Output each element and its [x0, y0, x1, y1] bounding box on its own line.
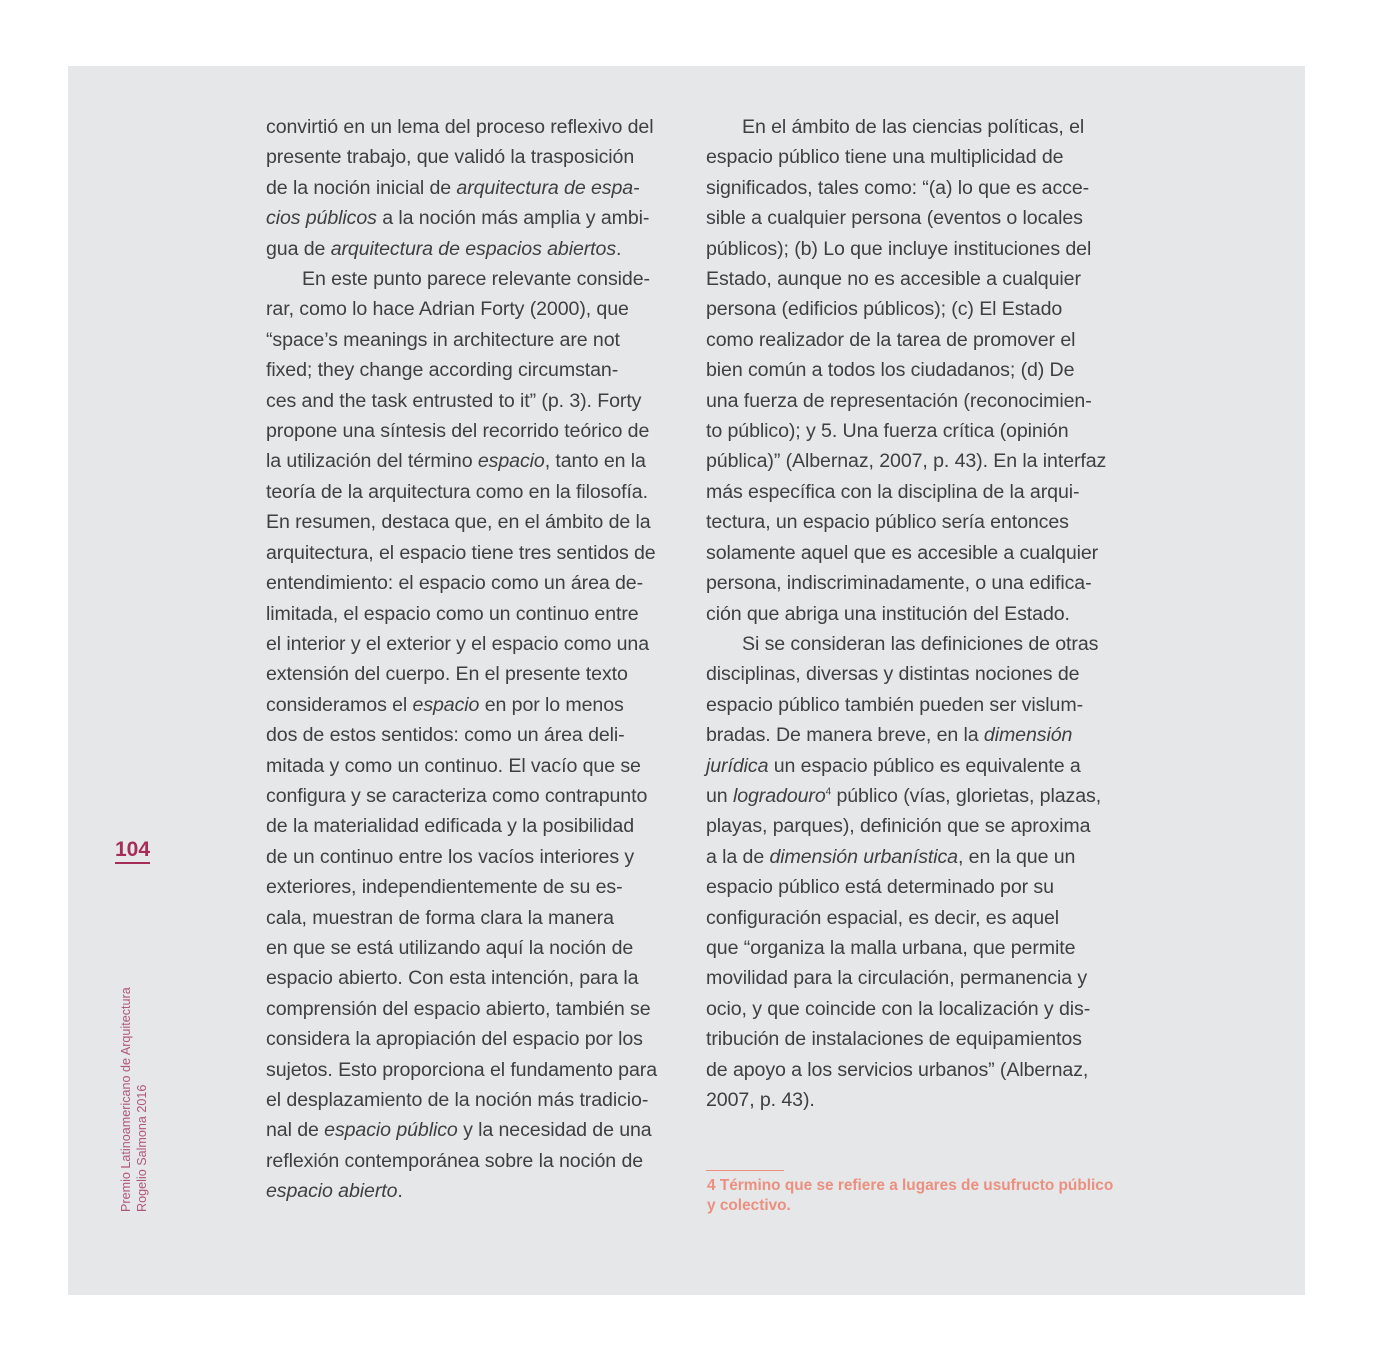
text-run: “space’s meanings in architecture are not	[266, 328, 620, 351]
footnote-reference: 4	[825, 786, 832, 798]
text-line	[266, 538, 686, 568]
text-run: limitada, el espacio como un continuo entre	[266, 602, 639, 625]
text-run: , tanto en la	[544, 450, 646, 473]
text-run: En el ámbito de las ciencias políticas, el	[742, 116, 1085, 138]
text-run: dos de estos sentidos: como un área deli-	[266, 724, 625, 747]
text-line	[706, 872, 1126, 902]
text-line	[266, 234, 686, 264]
text-run: comprensión del espacio abierto, también se	[266, 997, 651, 1020]
text-run: el interior y el exterior y el espacio como una	[266, 632, 650, 655]
text-line	[266, 386, 686, 416]
italic-term: espacio abierto	[266, 1180, 398, 1203]
text-line	[706, 203, 1126, 233]
text-line	[266, 416, 686, 446]
text-line	[706, 811, 1126, 841]
text-line	[706, 234, 1126, 264]
italic-term: espacio	[477, 450, 545, 473]
text-run: y la necesidad de una	[457, 1119, 652, 1142]
text-line	[266, 1024, 686, 1054]
text-run: .	[397, 1180, 403, 1203]
text-line	[266, 1176, 686, 1206]
text-line	[706, 264, 1126, 294]
text-line	[266, 963, 686, 993]
text-run: fixed; they change according circumstan-	[266, 359, 619, 382]
text-line	[706, 112, 1126, 142]
text-run: convirtió en un lema del proceso reflexivo del	[266, 116, 654, 138]
text-run: bradas. De manera breve, en la	[706, 724, 984, 747]
italic-term: espacio	[412, 693, 480, 716]
text-line	[706, 1085, 1126, 1115]
credit-line-title: Premio Latinoamericano de Arquitectura	[119, 987, 133, 1212]
text-run: , en la que un	[957, 845, 1076, 868]
text-line	[266, 599, 686, 629]
text-run: de la noción inicial de	[266, 176, 457, 199]
text-run: rar, como lo hace Adrian Forty (2000), que	[266, 298, 629, 321]
footnote	[707, 1176, 1137, 1216]
italic-term: dimensión urbanística	[769, 845, 958, 868]
footnote-line: y colectivo.	[707, 1197, 791, 1214]
text-line	[706, 751, 1126, 781]
text-line	[266, 1146, 686, 1176]
text-line	[706, 842, 1126, 872]
text-run: público (vías, glorietas, plazas,	[831, 784, 1102, 807]
text-line	[266, 842, 686, 872]
text-run: mitada y como un continuo. El vacío que se	[266, 754, 641, 777]
right-text-column	[706, 112, 1126, 1115]
text-run: En resumen, destaca que, en el ámbito de la	[266, 511, 651, 534]
text-run: extensión del cuerpo. En el presente texto	[266, 663, 628, 686]
text-line	[706, 142, 1126, 172]
italic-term: dimensión	[983, 724, 1073, 747]
text-run: ocio, y que coincide con la localización y dis-	[706, 997, 1091, 1020]
text-run: espacio público está determinado por su	[706, 876, 1054, 899]
text-line	[706, 538, 1126, 568]
footnote-divider	[706, 1170, 784, 1171]
text-run: disciplinas, diversas y distintas nociones de	[706, 663, 1080, 686]
text-line	[706, 568, 1126, 598]
text-line	[706, 1024, 1126, 1054]
text-run: a la de	[706, 845, 770, 868]
text-run: .	[616, 237, 622, 260]
text-line	[266, 294, 686, 324]
text-line	[706, 355, 1126, 385]
text-run: la utilización del término	[266, 450, 478, 473]
text-run: tectura, un espacio público sería entonces	[706, 511, 1069, 534]
italic-term: arquitectura de espa-	[456, 176, 640, 199]
text-run: a la noción más amplia y ambi-	[376, 207, 650, 230]
text-line	[706, 416, 1126, 446]
text-run: espacio público también pueden ser vislum-	[706, 693, 1083, 716]
text-run: espacio público tiene una multiplicidad de	[706, 146, 1064, 169]
text-run: 2007, p. 43).	[706, 1089, 815, 1111]
text-run: entendimiento: el espacio como un área de-	[266, 572, 644, 595]
text-run: un espacio público es equivalente a	[768, 754, 1081, 777]
text-run: reflexión contemporánea sobre la noción de	[266, 1149, 644, 1172]
text-run: que “organiza la malla urbana, que permite	[706, 936, 1076, 959]
text-run: públicos); (b) Lo que incluye instituciones del	[706, 237, 1092, 260]
text-run: más específica con la disciplina de la arqui-	[706, 480, 1080, 503]
text-run: persona (edificios públicos); (c) El Estado	[706, 298, 1063, 321]
text-line	[266, 1055, 686, 1085]
text-line	[706, 994, 1126, 1024]
text-run: sible a cualquier persona (eventos o locales	[706, 207, 1083, 230]
text-line	[706, 446, 1126, 476]
text-run: nal de	[266, 1119, 325, 1142]
text-line	[706, 507, 1126, 537]
text-run: de la materialidad edificada y la posibilidad	[266, 815, 635, 838]
text-line	[706, 599, 1126, 629]
text-run: cala, muestran de forma clara la manera	[266, 906, 614, 929]
text-line	[266, 446, 686, 476]
text-line	[266, 903, 686, 933]
text-line	[706, 173, 1126, 203]
italic-term: espacio público	[324, 1119, 458, 1142]
text-run: ces and the task entrusted to it” (p. 3). Forty	[266, 389, 642, 412]
text-run: solamente aquel que es accesible a cualquier	[706, 541, 1099, 564]
text-run: gua de	[266, 237, 331, 260]
text-run: pública)” (Albernaz, 2007, p. 43). En la interfaz	[706, 450, 1107, 473]
text-line	[706, 963, 1126, 993]
text-run: propone una síntesis del recorrido teórico de	[266, 420, 650, 443]
text-line	[266, 477, 686, 507]
text-run: to público); y 5. Una fuerza crítica (opinión	[706, 420, 1069, 443]
text-line	[266, 1115, 686, 1145]
text-run: configura y se caracteriza como contrapunto	[266, 784, 648, 807]
text-line	[266, 142, 686, 172]
text-run: Estado, aunque no es accesible a cualquier	[706, 268, 1081, 291]
text-run: exteriores, independientemente de su es-	[266, 876, 623, 899]
text-line	[266, 203, 686, 233]
text-line	[266, 751, 686, 781]
text-line	[706, 720, 1126, 750]
text-run: movilidad para la circulación, permanencia y	[706, 967, 1088, 990]
text-run: espacio abierto. Con esta intención, para la	[266, 967, 639, 990]
text-run: teoría de la arquitectura como en la filosofía.	[266, 480, 648, 503]
text-line	[706, 1055, 1126, 1085]
page-number: 104	[115, 839, 150, 864]
italic-term: logradouro	[732, 784, 826, 807]
text-run: un	[706, 784, 733, 807]
text-line	[266, 507, 686, 537]
text-line	[706, 386, 1126, 416]
text-line	[266, 629, 686, 659]
text-line	[706, 294, 1126, 324]
italic-term: cios públicos	[266, 207, 377, 230]
text-line	[266, 1085, 686, 1115]
text-run: en por lo menos	[479, 693, 624, 716]
text-run: bien común a todos los ciudadanos; (d) De	[706, 359, 1075, 382]
left-text-column	[266, 112, 686, 1207]
text-run: presente trabajo, que validó la trasposición	[266, 146, 635, 169]
text-line	[706, 781, 1126, 811]
text-line	[266, 811, 686, 841]
text-line	[266, 994, 686, 1024]
text-line	[266, 720, 686, 750]
text-run: significados, tales como: “(a) lo que es acce-	[706, 176, 1090, 199]
text-run: Si se consideran las definiciones de otras	[742, 632, 1099, 655]
footnote-line: 4 Término que se refiere a lugares de usufructo público	[707, 1177, 1114, 1194]
text-line	[706, 629, 1126, 659]
text-line	[266, 264, 686, 294]
text-line	[706, 933, 1126, 963]
text-run: de apoyo a los servicios urbanos” (Albernaz,	[706, 1058, 1089, 1081]
text-line	[706, 477, 1126, 507]
text-run: En este punto parece relevante conside-	[302, 268, 650, 291]
text-run: sujetos. Esto proporciona el fundamento para	[266, 1058, 657, 1081]
text-run: persona, indiscriminadamente, o una edifica-	[706, 572, 1092, 595]
text-line	[266, 872, 686, 902]
text-line	[706, 690, 1126, 720]
text-run: una fuerza de representación (reconocimien-	[706, 389, 1092, 412]
text-line	[266, 781, 686, 811]
italic-term: jurídica	[706, 754, 769, 777]
text-line	[266, 568, 686, 598]
document-page	[68, 66, 1305, 1295]
text-line	[266, 325, 686, 355]
text-line	[266, 173, 686, 203]
text-line	[266, 112, 686, 142]
text-line	[706, 325, 1126, 355]
text-run: como realizador de la tarea de promover el	[706, 328, 1076, 351]
text-line	[266, 355, 686, 385]
text-run: ción que abriga una institución del Estado.	[706, 602, 1070, 625]
text-line	[266, 659, 686, 689]
text-line	[706, 903, 1126, 933]
text-line	[706, 659, 1126, 689]
text-run: considera la apropiación del espacio por los	[266, 1028, 643, 1051]
text-line	[266, 933, 686, 963]
text-run: configuración espacial, es decir, es aquel	[706, 906, 1060, 929]
italic-term: arquitectura de espacios abiertos	[330, 237, 617, 260]
text-run: playas, parques), definición que se aproxima	[706, 815, 1091, 838]
text-run: de un continuo entre los vacíos interiores y	[266, 845, 635, 868]
text-run: tribución de instalaciones de equipamientos	[706, 1028, 1082, 1051]
text-run: arquitectura, el espacio tiene tres sentidos de	[266, 541, 656, 564]
text-run: en que se está utilizando aquí la noción de	[266, 936, 634, 959]
credit-line-edition: Rogelio Salmona 2016	[135, 1084, 149, 1212]
text-run: consideramos el	[266, 693, 413, 716]
text-line	[266, 690, 686, 720]
vertical-credit	[118, 988, 158, 1212]
text-run: el desplazamiento de la noción más tradicio-	[266, 1089, 649, 1111]
